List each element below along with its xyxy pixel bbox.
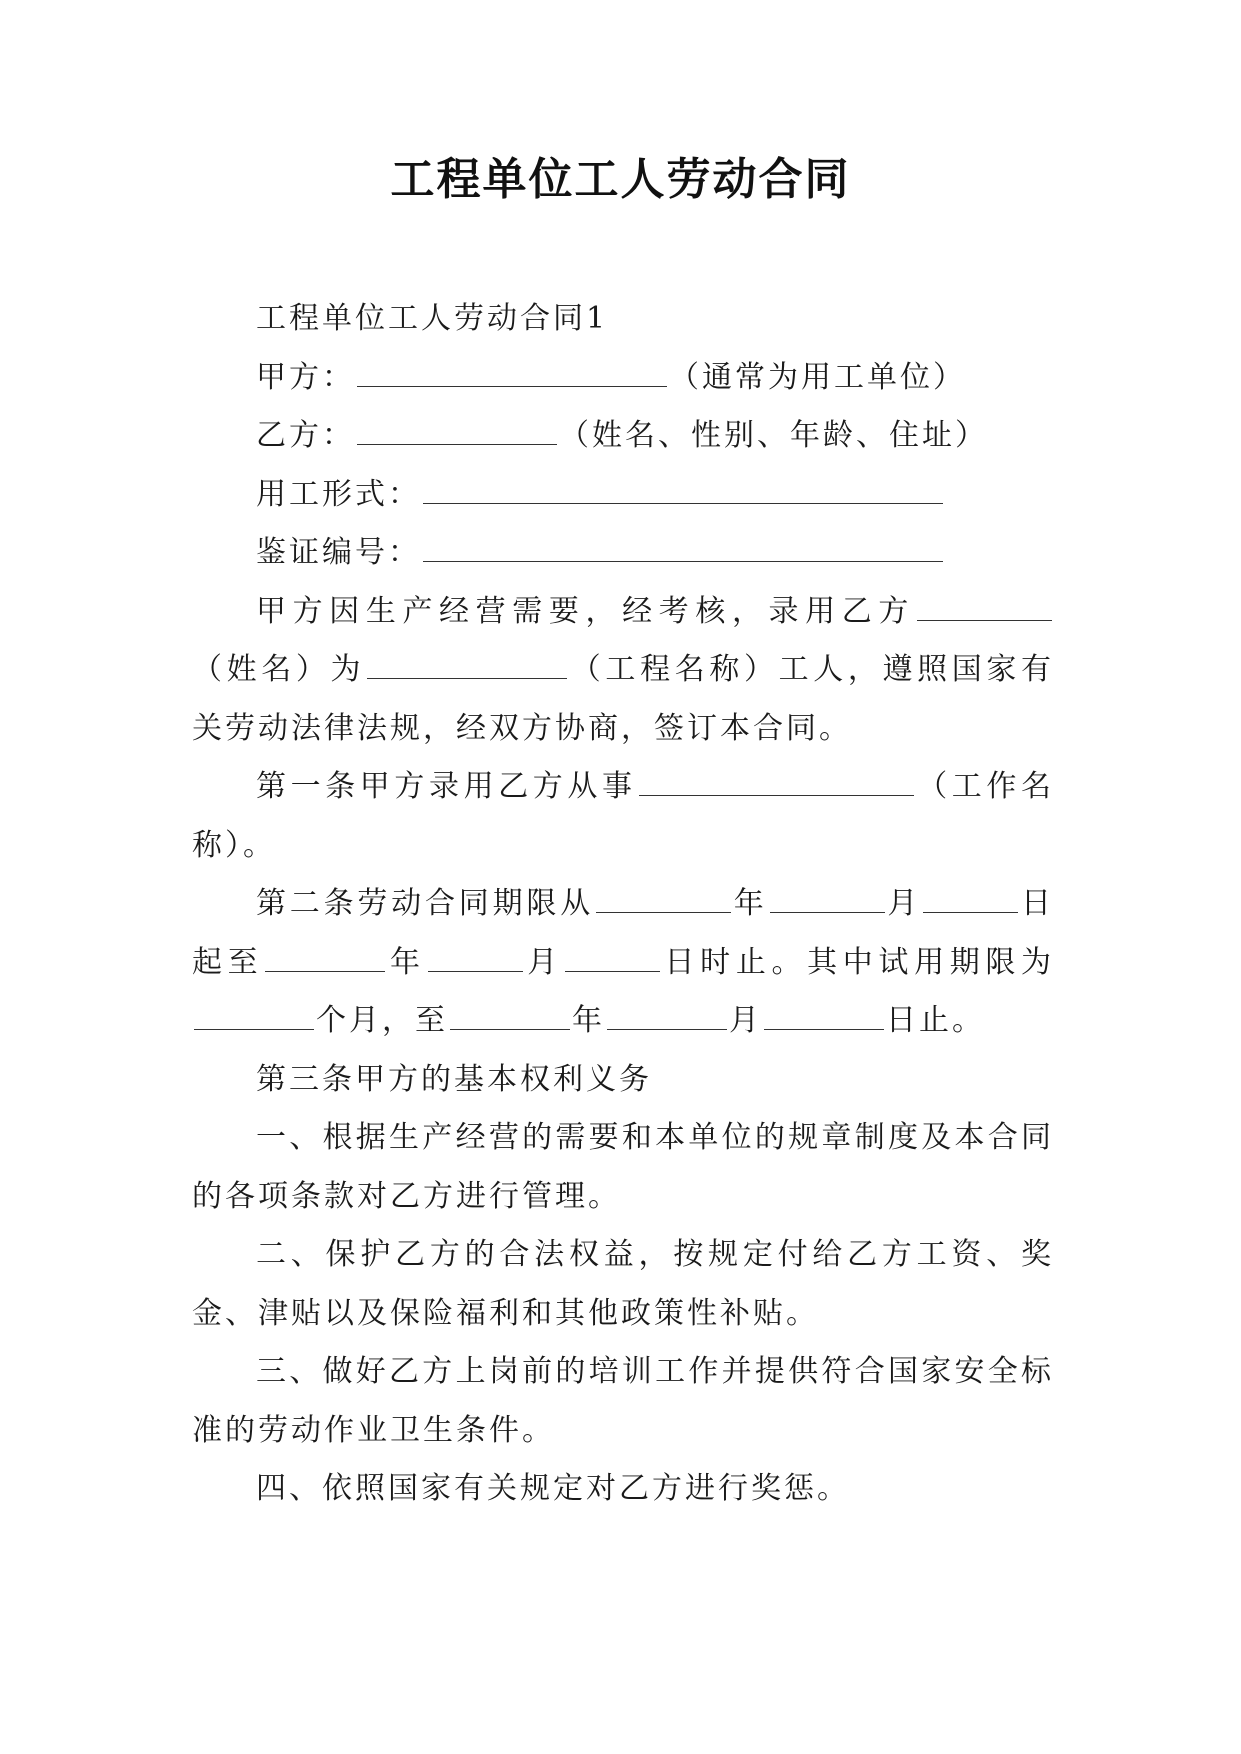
employment-form-label: 用工形式： — [256, 476, 421, 512]
probation-day-blank — [764, 1003, 884, 1030]
article-3-title: 第三条甲方的基本权利义务 — [256, 1061, 652, 1097]
article-3-item-3: 三、做好乙方上岗前的培训工作并提供符合国家安全标准的劳动作业卫生条件。 — [192, 1354, 1054, 1448]
start-month-blank — [770, 886, 885, 913]
article-2-text-2: 日起至 — [192, 886, 1055, 980]
article-2 — [192, 875, 1054, 1051]
party-b-note: （姓名、性别、年龄、住址） — [559, 418, 988, 453]
intro-text-1: 甲方因生产经营需要，经考核，录用乙方 — [256, 593, 915, 629]
probation-months-blank — [194, 1003, 314, 1030]
party-b-line — [192, 407, 1054, 466]
intro-text-2: （姓名）为 — [192, 652, 366, 687]
certification-no-line — [192, 524, 1054, 583]
party-b-blank — [357, 418, 557, 445]
probation-month-blank — [607, 1003, 727, 1030]
party-a-line — [192, 349, 1054, 408]
article-2-year-3: 年 — [572, 1003, 605, 1038]
end-year-blank — [265, 945, 385, 972]
article-2-text-4: 个月，至 — [316, 1003, 448, 1038]
article-2-text-5: 日止。 — [886, 1003, 985, 1038]
employment-form-line — [192, 466, 1054, 525]
article-2-month-1: 月 — [886, 886, 922, 921]
certification-no-label: 鉴证编号： — [256, 535, 421, 570]
party-a-blank — [357, 360, 667, 387]
article-2-month-2: 月 — [524, 944, 563, 980]
article-1-text-2: （工作名称）。 — [192, 769, 1055, 863]
end-month-blank — [428, 945, 523, 972]
probation-year-blank — [450, 1003, 570, 1030]
article-1 — [192, 758, 1054, 875]
article-3-item-2: 二、保护乙方的合法权益，按规定付给乙方工资、奖金、津贴以及保险福利和其他政策性补贴。 — [192, 1237, 1054, 1331]
intro-text-3: （工程名称）工人，遵照国家有关劳动法律法规，经双方协商，签订本合同。 — [192, 652, 1055, 746]
job-title-blank — [639, 769, 914, 796]
article-2-text-1: 第二条劳动合同期限从 — [256, 886, 594, 921]
article-1-text-1: 第一条甲方录用乙方从事 — [256, 769, 637, 804]
document-body — [192, 290, 1054, 1519]
article-3-item-4: 四、依照国家有关规定对乙方进行奖惩。 — [256, 1471, 850, 1506]
party-a-note: （通常为用工单位） — [669, 359, 966, 395]
document-title: 工程单位工人劳动合同 — [390, 154, 851, 205]
document-subtitle: 工程单位工人劳动合同1 — [256, 301, 609, 336]
start-year-blank — [596, 886, 731, 913]
start-day-blank — [923, 886, 1018, 913]
project-name-blank — [367, 652, 567, 679]
article-2-year-2: 年 — [387, 944, 426, 980]
intro-paragraph — [192, 583, 1054, 759]
certification-no-blank — [423, 535, 943, 562]
party-a-label: 甲方： — [256, 359, 355, 395]
party-b-label: 乙方： — [256, 418, 355, 453]
article-2-year-1: 年 — [733, 886, 768, 921]
end-day-blank — [565, 945, 660, 972]
employment-form-blank — [423, 477, 943, 504]
article-3-item-1: 一、根据生产经营的需要和本单位的规章制度及本合同的各项条款对乙方进行管理。 — [192, 1120, 1054, 1214]
employee-name-blank — [917, 594, 1052, 621]
article-2-month-3: 月 — [729, 1003, 762, 1038]
article-2-text-3: 日时止。其中试用期限为 — [661, 944, 1055, 980]
